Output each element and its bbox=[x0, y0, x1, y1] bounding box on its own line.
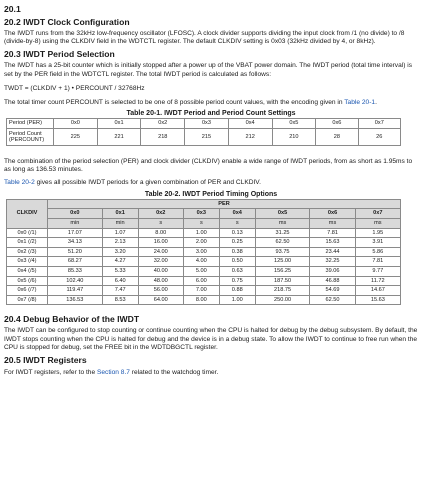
units-row bbox=[7, 219, 401, 229]
unit-header: s bbox=[183, 219, 219, 229]
table-cell: 62.50 bbox=[255, 238, 310, 248]
table-cell: 1.07 bbox=[102, 228, 138, 238]
table-20-2-caption: Table 20-2. IWDT Period Timing Options bbox=[144, 190, 278, 198]
section-20-5-paragraph bbox=[4, 369, 418, 377]
clkdiv-label: 0x2 (/3) bbox=[7, 247, 48, 257]
table-cell: 16.00 bbox=[138, 238, 183, 248]
table-cell: 0.88 bbox=[219, 286, 255, 296]
table-cell: 68.27 bbox=[48, 257, 103, 267]
table-20-1-caption: Table 20-1. IWDT Period and Period Count Settings bbox=[126, 110, 296, 118]
table-cell: 0x7 bbox=[358, 119, 400, 129]
table-cell: 218 bbox=[141, 129, 185, 146]
table-cell: 0x3 bbox=[185, 119, 229, 129]
table-cell: 225 bbox=[54, 129, 98, 146]
section-20-3-paragraph-2 bbox=[4, 99, 418, 107]
unit-header: s bbox=[219, 219, 255, 229]
unit-header: min bbox=[102, 219, 138, 229]
table-cell: 187.50 bbox=[255, 276, 310, 286]
table-cell: 2.00 bbox=[183, 238, 219, 248]
section-20-3-paragraph-1: The IWDT has a 25-bit counter which is initially stopped after a power up of the VBAT power domain. The IWDT period (total time interval) is set by the PER field in the WDTCTL register. The total IWDT period is calculated as follows: bbox=[4, 62, 413, 78]
para-text: For IWDT registers, refer to the bbox=[4, 368, 97, 376]
table-cell: 0.63 bbox=[219, 266, 255, 276]
table-cell: 5.86 bbox=[355, 247, 400, 257]
section-20-3-heading: 20.3 IWDT Period Selection bbox=[4, 49, 115, 60]
table-cell: 5.33 bbox=[102, 266, 138, 276]
table-cell: 221 bbox=[97, 129, 141, 146]
table-row bbox=[7, 295, 401, 305]
per-value-header: 0x1 bbox=[102, 209, 138, 219]
section-20-2-paragraph: The IWDT runs from the 32kHz low-frequency oscillator (LFOSC). A clock divider supports dividing the input clock from /1 (no divide) to /8 (divide-by-8) using the CLKDIV field in the WDTCTL register. The default CLKDIV setting is 0x03 (32kHz divided by 4, or 8kHz). bbox=[4, 30, 405, 46]
table-row bbox=[7, 238, 401, 248]
table-cell: 15.63 bbox=[355, 295, 400, 305]
table-cell: 3.20 bbox=[102, 247, 138, 257]
table-cell: 14.67 bbox=[355, 286, 400, 296]
per-value-header: 0x0 bbox=[48, 209, 103, 219]
table-cell: 102.40 bbox=[48, 276, 103, 286]
table-20-1 bbox=[6, 118, 401, 146]
table-cell: 1.95 bbox=[355, 228, 400, 238]
section-20-2-heading: 20.2 IWDT Clock Configuration bbox=[4, 17, 130, 27]
table-cell: 9.77 bbox=[355, 266, 400, 276]
table-cell: 34.13 bbox=[48, 238, 103, 248]
section-20-3-paragraph-4 bbox=[4, 179, 418, 187]
unit-header: ms bbox=[310, 219, 355, 229]
table-cell: 93.75 bbox=[255, 247, 310, 257]
table-20-2 bbox=[6, 199, 401, 306]
table-row bbox=[7, 119, 401, 129]
table-cell: 39.06 bbox=[310, 266, 355, 276]
unit-header: s bbox=[138, 219, 183, 229]
table-cell: 0.38 bbox=[219, 247, 255, 257]
table-cell: 2.13 bbox=[102, 238, 138, 248]
table-cell: 15.63 bbox=[310, 238, 355, 248]
table-20-2-body bbox=[7, 228, 401, 305]
table-row bbox=[7, 129, 401, 146]
table-cell: 31.25 bbox=[255, 228, 310, 238]
table-row bbox=[7, 276, 401, 286]
table-cell: 56.00 bbox=[138, 286, 183, 296]
table-cell: 7.47 bbox=[102, 286, 138, 296]
per-value-header: 0x3 bbox=[183, 209, 219, 219]
clkdiv-label: 0x4 (/5) bbox=[7, 266, 48, 276]
table-cell: 0x4 bbox=[228, 119, 272, 129]
unit-header: ms bbox=[255, 219, 310, 229]
table-cell: 26 bbox=[358, 129, 400, 146]
table-cell: 215 bbox=[185, 129, 229, 146]
table-cell: 1.00 bbox=[219, 295, 255, 305]
table-cell: 54.69 bbox=[310, 286, 355, 296]
table-cell: 11.72 bbox=[355, 276, 400, 286]
table-cell: 51.20 bbox=[48, 247, 103, 257]
table-cell: 119.47 bbox=[48, 286, 103, 296]
clkdiv-label: 0x5 (/6) bbox=[7, 276, 48, 286]
table-cell: 0x5 bbox=[272, 119, 316, 129]
per-value-header: 0x5 bbox=[255, 209, 310, 219]
twdt-equation: TWDT = (CLKDIV + 1) • PERCOUNT / 32768Hz bbox=[4, 84, 145, 92]
clkdiv-label: 0x3 (/4) bbox=[7, 257, 48, 267]
table-cell: 125.00 bbox=[255, 257, 310, 267]
table-row bbox=[7, 257, 401, 267]
table-row bbox=[7, 247, 401, 257]
table-cell: 250.00 bbox=[255, 295, 310, 305]
table-cell: 48.00 bbox=[138, 276, 183, 286]
table-cell: 46.88 bbox=[310, 276, 355, 286]
table-cell: 156.25 bbox=[255, 266, 310, 276]
per-value-header: 0x4 bbox=[219, 209, 255, 219]
table-cell: 8.00 bbox=[138, 228, 183, 238]
table-cell: 5.00 bbox=[183, 266, 219, 276]
table-cell: 212 bbox=[228, 129, 272, 146]
clkdiv-label: 0x7 (/8) bbox=[7, 295, 48, 305]
section-8-7-link[interactable]: Section 8.7 bbox=[96, 368, 130, 376]
table-header-row bbox=[7, 199, 401, 209]
table-cell: 0.13 bbox=[219, 228, 255, 238]
per-values-row bbox=[7, 209, 401, 219]
table-cell: 7.00 bbox=[183, 286, 219, 296]
per-header: PER bbox=[48, 199, 401, 209]
table-cell: 7.81 bbox=[355, 257, 400, 267]
table-cell: 4.27 bbox=[102, 257, 138, 267]
document-page bbox=[4, 0, 418, 377]
table-cell: 23.44 bbox=[310, 247, 355, 257]
table-cell: 218.75 bbox=[255, 286, 310, 296]
table-cell: 136.53 bbox=[48, 295, 103, 305]
table-cell: 8.53 bbox=[102, 295, 138, 305]
table-row bbox=[7, 228, 401, 238]
table-cell: 7.81 bbox=[310, 228, 355, 238]
para2-text: The total timer count PERCOUNT is selected to be one of 8 possible period count values, with the encoding given in bbox=[4, 99, 345, 107]
table-cell: 6.40 bbox=[102, 276, 138, 286]
per-value-header: 0x6 bbox=[310, 209, 355, 219]
table-row bbox=[7, 286, 401, 296]
table-cell: 3.91 bbox=[355, 238, 400, 248]
section-20-5-heading: 20.5 IWDT Registers bbox=[4, 354, 87, 365]
table-cell: 0x1 bbox=[97, 119, 141, 129]
table-cell: 24.00 bbox=[138, 247, 183, 257]
table-cell: 210 bbox=[272, 129, 316, 146]
table-row bbox=[7, 266, 401, 276]
table-cell: 8.00 bbox=[183, 295, 219, 305]
table-cell: 85.33 bbox=[48, 266, 103, 276]
para-suffix: related to the watchdog timer. bbox=[129, 368, 219, 376]
table-20-1-link[interactable]: Table 20-1 bbox=[344, 99, 376, 107]
para2-suffix: . bbox=[375, 99, 377, 107]
table-cell: 0x2 bbox=[141, 119, 185, 129]
table-cell: 4.00 bbox=[183, 257, 219, 267]
section-20-4-paragraph: The IWDT can be configured to stop counting or continue counting when the CPU is halted for debug by the debug subsystem. By default, the IWDT stops counting when the CPU is halted for debug and the device is in a debug state. To allow the IWDT to continue to free run when the CPU is stopped for debug, set the FREE bit in the WDTDBGCTL register. bbox=[4, 327, 418, 351]
table-cell: 0.50 bbox=[219, 257, 255, 267]
table-20-2-link[interactable]: Table 20-2 bbox=[4, 178, 35, 186]
clkdiv-label: 0x1 (/2) bbox=[7, 238, 48, 248]
table-cell: 3.00 bbox=[183, 247, 219, 257]
clkdiv-header: CLKDIV bbox=[7, 199, 48, 228]
table-cell: 32.00 bbox=[138, 257, 183, 267]
table-cell: 0x6 bbox=[316, 119, 358, 129]
unit-header: min bbox=[48, 219, 103, 229]
table-cell: 6.00 bbox=[183, 276, 219, 286]
clkdiv-label: 0x6 (/7) bbox=[7, 286, 48, 296]
table-cell: 40.00 bbox=[138, 266, 183, 276]
table-cell: 1.00 bbox=[183, 228, 219, 238]
per-value-header: 0x7 bbox=[355, 209, 400, 219]
para4-text: gives all possible IWDT periods for a given combination of PER and CLKDIV. bbox=[34, 178, 261, 186]
table-cell: 0.75 bbox=[219, 276, 255, 286]
table-cell: 0x0 bbox=[54, 119, 98, 129]
table-cell: 62.50 bbox=[310, 295, 355, 305]
per-value-header: 0x2 bbox=[138, 209, 183, 219]
table-cell: 17.07 bbox=[48, 228, 103, 238]
section-20-4-heading: 20.4 Debug Behavior of the IWDT bbox=[4, 314, 140, 325]
table-cell: 0.25 bbox=[219, 238, 255, 248]
row-header: Period Count (PERCOUNT) bbox=[7, 129, 54, 146]
table-cell: 64.00 bbox=[138, 295, 183, 305]
clkdiv-label: 0x0 (/1) bbox=[7, 228, 48, 238]
table-cell: 32.25 bbox=[310, 257, 355, 267]
section-20-3-paragraph-3: The combination of the period selection (PER) and clock divider (CLKDIV) enable a wide range of IWDT periods, from as short as 1.95ms to as long as 136.53 minutes. bbox=[4, 158, 413, 174]
table-cell: 28 bbox=[316, 129, 358, 146]
unit-header: ms bbox=[355, 219, 400, 229]
section-20-1-heading: 20.1 bbox=[4, 4, 21, 14]
row-header: Period (PER) bbox=[7, 119, 54, 129]
